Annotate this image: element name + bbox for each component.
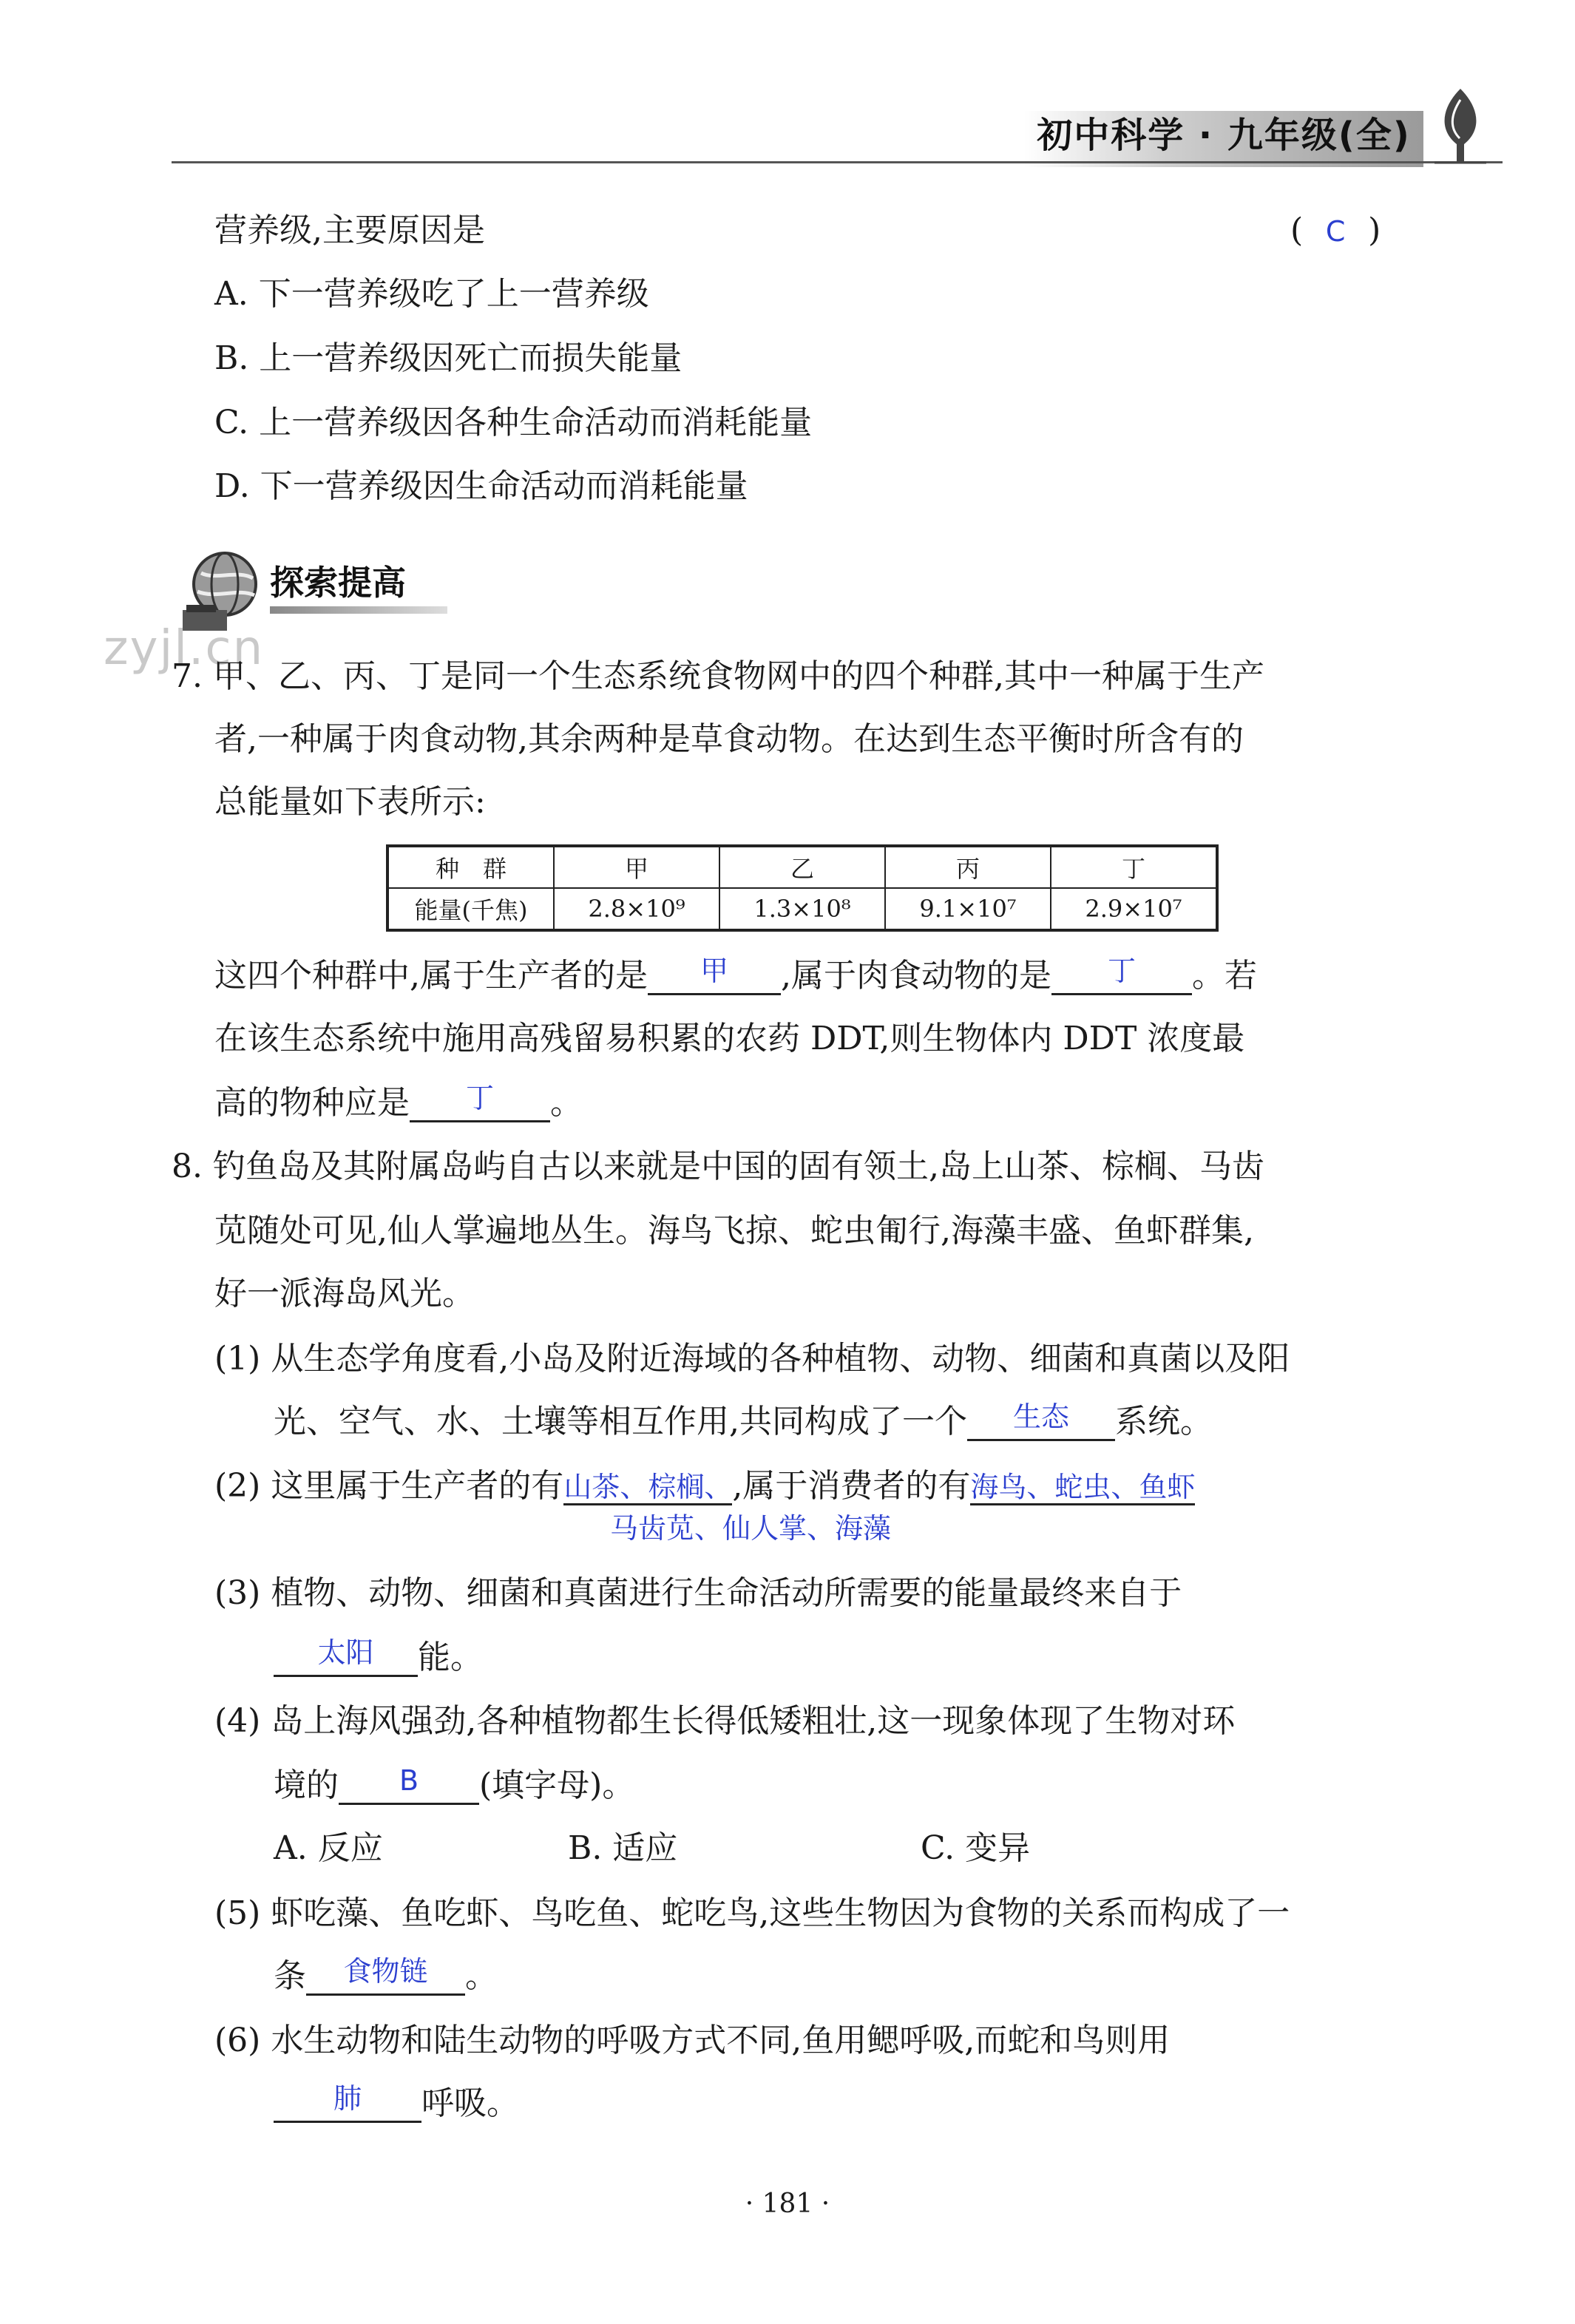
q8-answer-energy-source: 太阳	[317, 1636, 374, 1669]
q8-p6-line-2	[274, 2081, 519, 2126]
q6-option-c: C. 上一营养级因各种生命活动而消耗能量	[214, 404, 813, 441]
q7-text: ,属于肉食动物的是	[781, 957, 1051, 995]
q8-answer-ecosystem: 生态	[1012, 1400, 1069, 1433]
page-number: · 181 ·	[745, 2189, 830, 2219]
q6-answer-bracket	[1290, 209, 1381, 254]
q8-text: 境的	[274, 1766, 339, 1804]
table-cell: 丁	[1051, 846, 1217, 888]
q8-text: 条	[274, 1957, 306, 1995]
q7-after-line-1	[214, 954, 1257, 998]
q8-blank-ecosystem	[967, 1400, 1115, 1441]
q8-line-1: 8. 钓鱼岛及其附属岛屿自古以来就是中国的固有领土,岛上山茶、棕榈、马齿	[172, 1148, 1264, 1185]
table-cell: 1.3×10⁸	[719, 888, 885, 930]
q6-option-b: B. 上一营养级因死亡而损失能量	[214, 339, 682, 377]
q7-line-1: 7. 甲、乙、丙、丁是同一个生态系统食物网中的四个种群,其中一种属于生产	[172, 657, 1264, 695]
energy-table	[386, 844, 1219, 932]
q7-text: 这四个种群中,属于生产者的是	[214, 957, 648, 995]
q8-p4-option-c: C. 变异	[921, 1829, 1031, 1867]
q7-answer-producer: 甲	[700, 955, 728, 987]
q7-answer-carnivore: 丁	[1107, 955, 1136, 987]
q7-blank-carnivore	[1051, 955, 1192, 995]
q8-text: 系统。	[1114, 1403, 1213, 1440]
q7-line-3: 总能量如下表所示:	[214, 783, 486, 821]
table-cell: 乙	[719, 846, 885, 888]
q6-paren-close: )	[1368, 211, 1381, 249]
q8-p4-line-1: (4) 岛上海风强劲,各种植物都生长得低矮粗壮,这一现象体现了生物对环	[214, 1702, 1236, 1740]
q8-p5-line-2	[274, 1954, 498, 1999]
q8-text: (2) 这里属于生产者的有	[214, 1467, 564, 1505]
watermark: zyjl.cn	[104, 621, 265, 676]
table-cell: 能量(千焦)	[387, 888, 554, 930]
q8-answer-producers: 山茶、棕榈、	[563, 1471, 732, 1505]
q8-text: 能。	[418, 1639, 483, 1676]
q7-text: 。	[550, 1084, 583, 1122]
q8-p4-line-2	[274, 1764, 634, 1808]
q7-blank-producer	[648, 955, 781, 995]
q8-answer-producers-cont: 马齿苋、仙人掌、海藻	[610, 1512, 892, 1545]
q7-text: 高的物种应是	[214, 1084, 410, 1122]
q8-text: 。	[465, 1957, 498, 1995]
q8-blank-breathing	[274, 2082, 421, 2123]
q8-p4-option-a: A. 反应	[274, 1829, 383, 1867]
q8-line-3: 好一派海岛风光。	[214, 1275, 475, 1312]
header-rule	[172, 161, 1503, 163]
q6-stem: 营养级,主要原因是	[214, 211, 485, 249]
q8-p1-line-2	[274, 1400, 1213, 1444]
q8-line-2: 苋随处可见,仙人掌遍地丛生。海鸟飞掠、蛇虫匍行,海藻丰盛、鱼虾群集,	[214, 1212, 1254, 1250]
q7-after-line-2: 在该生态系统中施用高残留易积累的农药 DDT,则生物体内 DDT 浓度最	[214, 1020, 1245, 1057]
section-title-bar	[270, 606, 447, 614]
q6-option-d: D. 下一营养级因生命活动而消耗能量	[214, 467, 748, 505]
q8-answer-consumers: 海鸟、蛇虫、鱼虾	[970, 1471, 1195, 1505]
q7-answer-ddt: 丁	[465, 1082, 494, 1114]
q8-p1-line-1: (1) 从生态学角度看,小岛及附近海域的各种植物、动物、细菌和真菌以及阳	[214, 1340, 1290, 1378]
q8-text: (填字母)。	[479, 1766, 635, 1804]
q8-blank-energy-source	[274, 1636, 418, 1677]
table-cell: 丙	[885, 846, 1051, 888]
q8-answer-breathing: 肺	[333, 2082, 362, 2115]
q7-text: 。若	[1192, 957, 1257, 995]
q8-p4-option-b: B. 适应	[568, 1829, 678, 1867]
table-cell: 9.1×10⁷	[885, 888, 1051, 930]
q8-p3-line-2	[274, 1636, 483, 1680]
table-cell: 甲	[554, 846, 719, 888]
q7-line-2: 者,一种属于肉食动物,其余两种是草食动物。在达到生态平衡时所含有的	[214, 720, 1244, 758]
q7-after-line-3	[214, 1081, 583, 1125]
q6-answer: C	[1325, 215, 1346, 248]
tree-logo-icon	[1427, 85, 1494, 166]
section-title: 探索提高	[270, 563, 406, 603]
q7-blank-ddt	[410, 1082, 550, 1122]
q8-text: 呼吸。	[421, 2084, 519, 2122]
q6-paren-open: (	[1290, 211, 1304, 249]
q8-text: ,属于消费者的有	[732, 1467, 971, 1505]
page-header-title: 初中科学 · 九年级(全)	[1037, 115, 1411, 156]
table-cell: 2.8×10⁹	[554, 888, 719, 930]
q6-option-a: A. 下一营养级吃了上一营养级	[214, 275, 649, 313]
q8-blank-food-chain	[306, 1955, 465, 1996]
table-cell: 2.9×10⁷	[1051, 888, 1217, 930]
table-row	[387, 846, 1217, 888]
q8-blank-letter	[339, 1764, 479, 1805]
table-row	[387, 888, 1217, 930]
q8-text: 光、空气、水、土壤等相互作用,共同构成了一个	[274, 1403, 967, 1440]
table-cell: 种 群	[387, 846, 554, 888]
q8-p6-line-1: (6) 水生动物和陆生动物的呼吸方式不同,鱼用鳃呼吸,而蛇和鸟则用	[214, 2022, 1171, 2059]
q8-p2-line-1	[214, 1464, 1195, 1509]
q8-answer-letter: B	[399, 1764, 419, 1797]
q8-answer-food-chain: 食物链	[343, 1955, 428, 1988]
q8-p3-line-1: (3) 植物、动物、细菌和真菌进行生命活动所需要的能量最终来自于	[214, 1574, 1182, 1612]
q8-p5-line-1: (5) 虾吃藻、鱼吃虾、鸟吃鱼、蛇吃鸟,这些生物因为食物的关系而构成了一	[214, 1894, 1290, 1932]
